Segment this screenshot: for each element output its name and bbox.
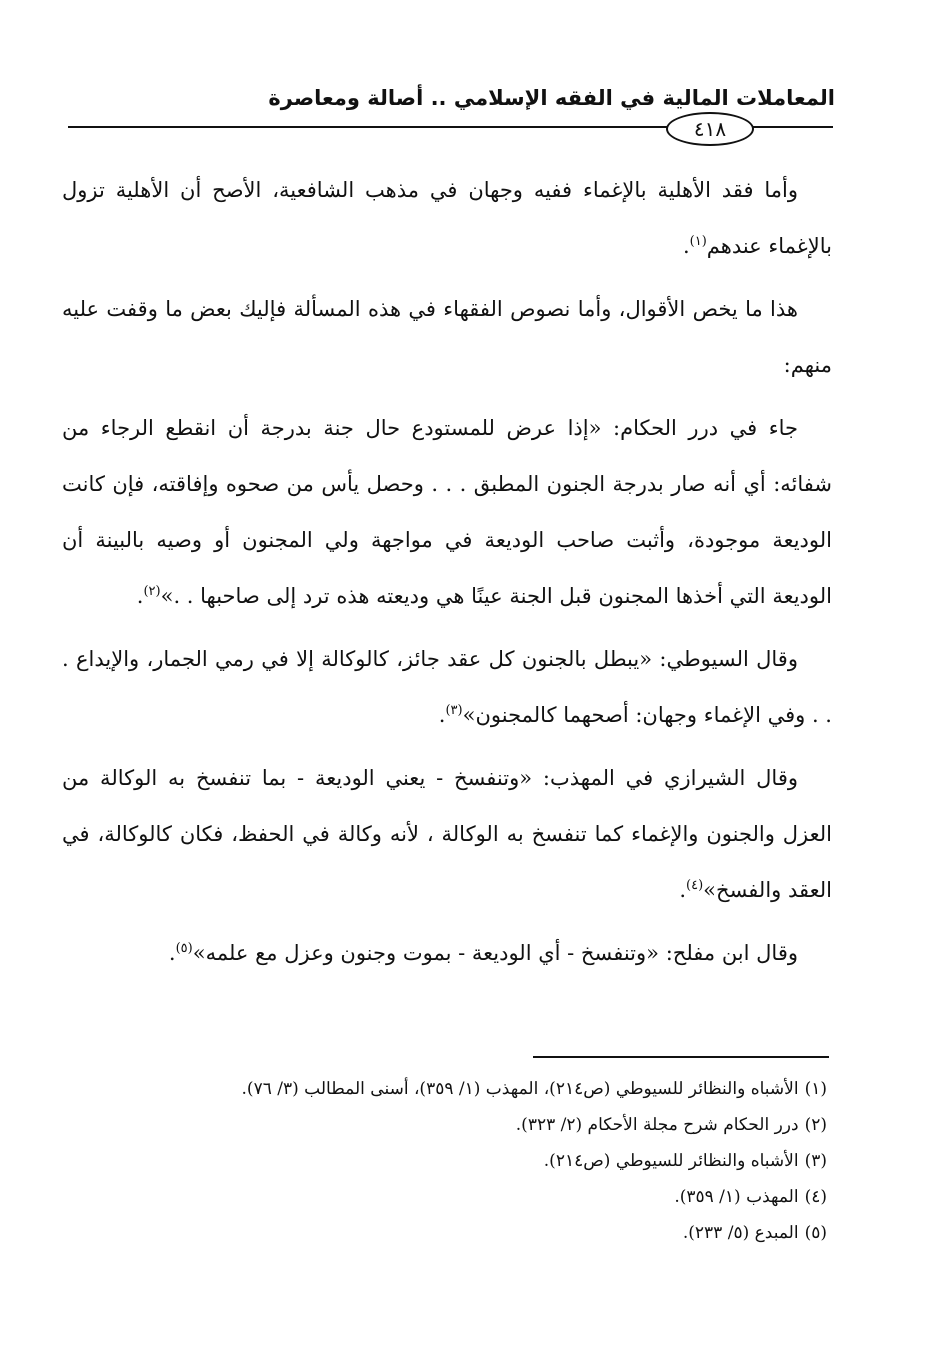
footnote-text: المبدع (٥/ ٢٣٣). <box>682 1223 799 1243</box>
footnote-number: (١) <box>804 1079 827 1099</box>
paragraph-text: هذا ما يخص الأقوال، وأما نصوص الفقهاء في هذه المسألة فإليك بعض ما وقفت عليه منهم: <box>62 297 832 377</box>
footnote-item <box>67 1215 827 1251</box>
paragraph-end-punctuation: . <box>438 703 446 727</box>
main-text <box>62 162 832 988</box>
paragraph <box>62 400 832 624</box>
paragraph-end-punctuation: . <box>682 234 690 258</box>
page-number: ٤١٨ <box>666 112 754 146</box>
paragraph-text: وقال الشيرازي في المهذب: «وتنفسخ - يعني الوديعة - بما تنفسخ به الوكالة من العزل والجنون والإغماء كما تنفسخ به الوكالة ، لأنه وكالة في الحفظ، فكان كالوكالة، في العقد والفسخ» <box>62 766 832 902</box>
paragraph-end-punctuation: . <box>136 584 144 608</box>
paragraph <box>62 631 832 743</box>
footnote-number: (٥) <box>804 1223 827 1243</box>
paragraph-text: وقال السيوطي: «يبطل بالجنون كل عقد جائز، كالوكالة إلا في رمي الجمار، والإيداع . . . وفي الإغماء وجهان: أصحهما كالمجنون» <box>62 647 832 727</box>
running-header-title: المعاملات المالية في الفقه الإسلامي .. أصالة ومعاصرة <box>268 86 835 110</box>
footnote-text: المهذب (١/ ٣٥٩). <box>674 1187 799 1207</box>
footnote-text: الأشباه والنظائر للسيوطي (ص٢١٤)، المهذب (١/ ٣٥٩)، أسنى المطالب (٣/ ٧٦). <box>241 1079 799 1099</box>
footnote-reference: (٢) <box>143 584 161 599</box>
footnote-reference: (٤) <box>686 878 704 893</box>
footnote-separator <box>533 1056 829 1058</box>
footnote-item <box>67 1071 827 1107</box>
footnote-item <box>67 1179 827 1215</box>
footnote-number: (٤) <box>804 1187 827 1207</box>
footnote-number: (٣) <box>804 1151 827 1171</box>
paragraph-text: وقال ابن مفلح: «وتنفسخ - أي الوديعة - بموت وجنون وعزل مع علمه» <box>192 941 798 965</box>
footnote-reference: (١) <box>689 234 707 249</box>
footnote-text: درر الحكام شرح مجلة الأحكام (٢/ ٣٢٣). <box>515 1115 799 1135</box>
footnote-reference: (٥) <box>175 941 193 956</box>
paragraph <box>62 162 832 274</box>
footnote-text: الأشباه والنظائر للسيوطي (ص٢١٤). <box>543 1151 799 1171</box>
paragraph <box>62 750 832 918</box>
footnote-number: (٢) <box>804 1115 827 1135</box>
paragraph-text: وأما فقد الأهلية بالإغماء ففيه وجهان في مذهب الشافعية، الأصح أن الأهلية تزول بالإغماء عندهم <box>62 178 832 258</box>
footnotes <box>67 1071 827 1251</box>
footnote-item <box>67 1107 827 1143</box>
paragraph <box>62 925 832 981</box>
paragraph <box>62 281 832 393</box>
footnote-reference: (٣) <box>445 703 463 718</box>
paragraph-text: جاء في درر الحكام: «إذا عرض للمستودع حال جنة بدرجة أن انقطع الرجاء من شفائه: أي أنه صار بدرجة الجنون المطبق . . . وحصل يأس من صحوه وإفاقته، فإن كانت الوديعة موجودة، وأثبت صاحب الوديعة في مواجهة ولي المجنون أو وصيه بالبينة أن الوديعة التي أخذها المجنون قبل الجنة عينًا هي وديعته هذه ترد إلى صاحبها . .» <box>62 416 832 608</box>
footnote-item <box>67 1143 827 1179</box>
paragraph-end-punctuation: . <box>679 878 687 902</box>
paragraph-end-punctuation: . <box>168 941 176 965</box>
